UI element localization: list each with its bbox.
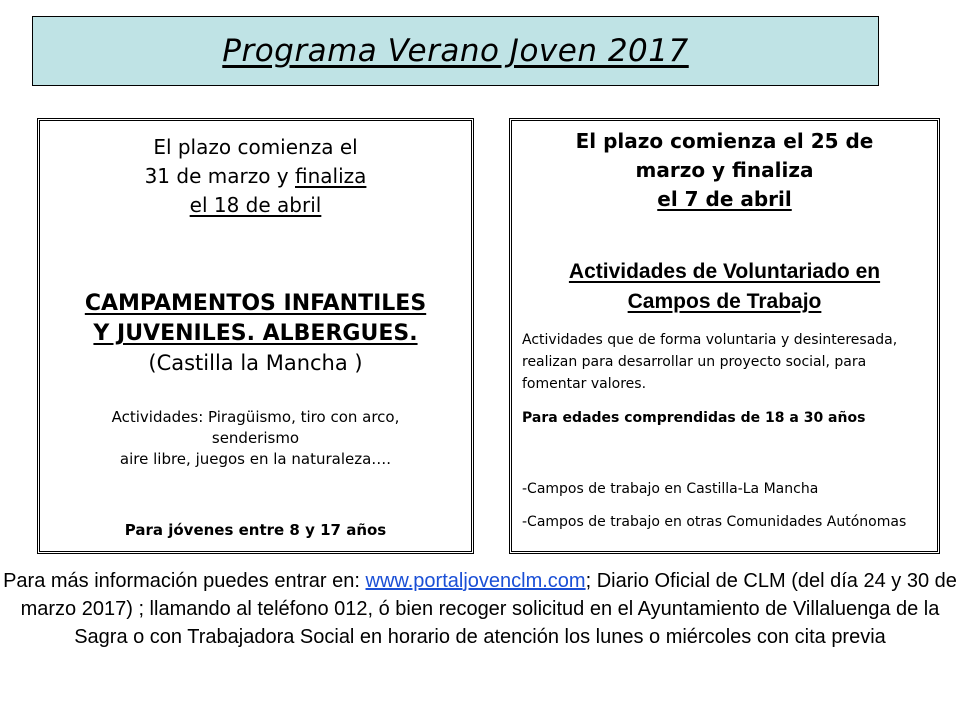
volunteer-age-range: Para edades comprendidas de 18 a 30 años	[522, 410, 866, 426]
page-title: Programa Verano Joven 2017	[222, 33, 689, 69]
camps-heading-line2: Y JUVENILES. ALBERGUES.	[93, 321, 418, 346]
camps-deadline	[40, 133, 471, 220]
camps-heading	[40, 289, 471, 349]
camps-region: (Castilla la Mancha )	[148, 351, 363, 375]
camps-deadline-line1: El plazo comienza el	[153, 135, 358, 159]
camps-activities	[40, 407, 471, 470]
volunteer-list-item: -Campos de trabajo en Castilla-La Mancha	[522, 481, 819, 497]
camps-activities-line3: aire libre, juegos en la naturaleza….	[119, 450, 392, 468]
title-banner	[32, 16, 879, 86]
camps-activities-line1: Actividades: Piragüismo, tiro con arco,	[111, 408, 400, 426]
camps-deadline-line3: el 18 de abril	[189, 193, 322, 217]
camps-heading-line1: CAMPAMENTOS INFANTILES	[84, 291, 427, 316]
summer-camps-panel	[37, 118, 474, 554]
volunteer-deadline-line1: El plazo comienza el 25 de	[575, 129, 874, 153]
camps-age-range: Para jóvenes entre 8 y 17 años	[124, 521, 387, 539]
volunteer-heading-line2: Campos de Trabajo	[627, 290, 822, 313]
volunteer-deadline-line2: marzo y finaliza	[635, 158, 814, 182]
volunteer-description: Actividades que de forma voluntaria y desinteresada, realizan para desarrollar un proyecto social, para fomentar valores.	[522, 332, 898, 392]
camps-deadline-end-word: finaliza	[295, 164, 367, 188]
volunteer-heading-line1: Actividades de Voluntariado en	[568, 260, 881, 283]
footer-details: ; Diario Oficial de CLM (del día 24 y 30 de marzo 2017) ; llamando al teléfono 012, ó bien recoger solicitud en el Ayuntamiento de Villaluenga de la Sagra o con Trabajadora Social en horario de atención los lunes o miércoles con cita previa	[20, 570, 957, 648]
volunteer-deadline	[512, 127, 937, 214]
volunteer-panel	[509, 118, 940, 554]
more-info-footer	[0, 567, 960, 651]
footer-intro: Para más información puedes entrar en:	[3, 570, 366, 592]
camps-deadline-line2-prefix: 31 de marzo y	[144, 164, 295, 188]
camps-activities-line2: senderismo	[211, 429, 300, 447]
volunteer-heading	[512, 257, 937, 317]
volunteer-deadline-line3: el 7 de abril	[657, 187, 792, 211]
camps-deadline-line2	[40, 162, 471, 191]
volunteer-list-item: -Campos de trabajo en otras Comunidades Autónomas	[522, 514, 907, 530]
portal-link[interactable]: www.portaljovenclm.com	[365, 570, 586, 592]
